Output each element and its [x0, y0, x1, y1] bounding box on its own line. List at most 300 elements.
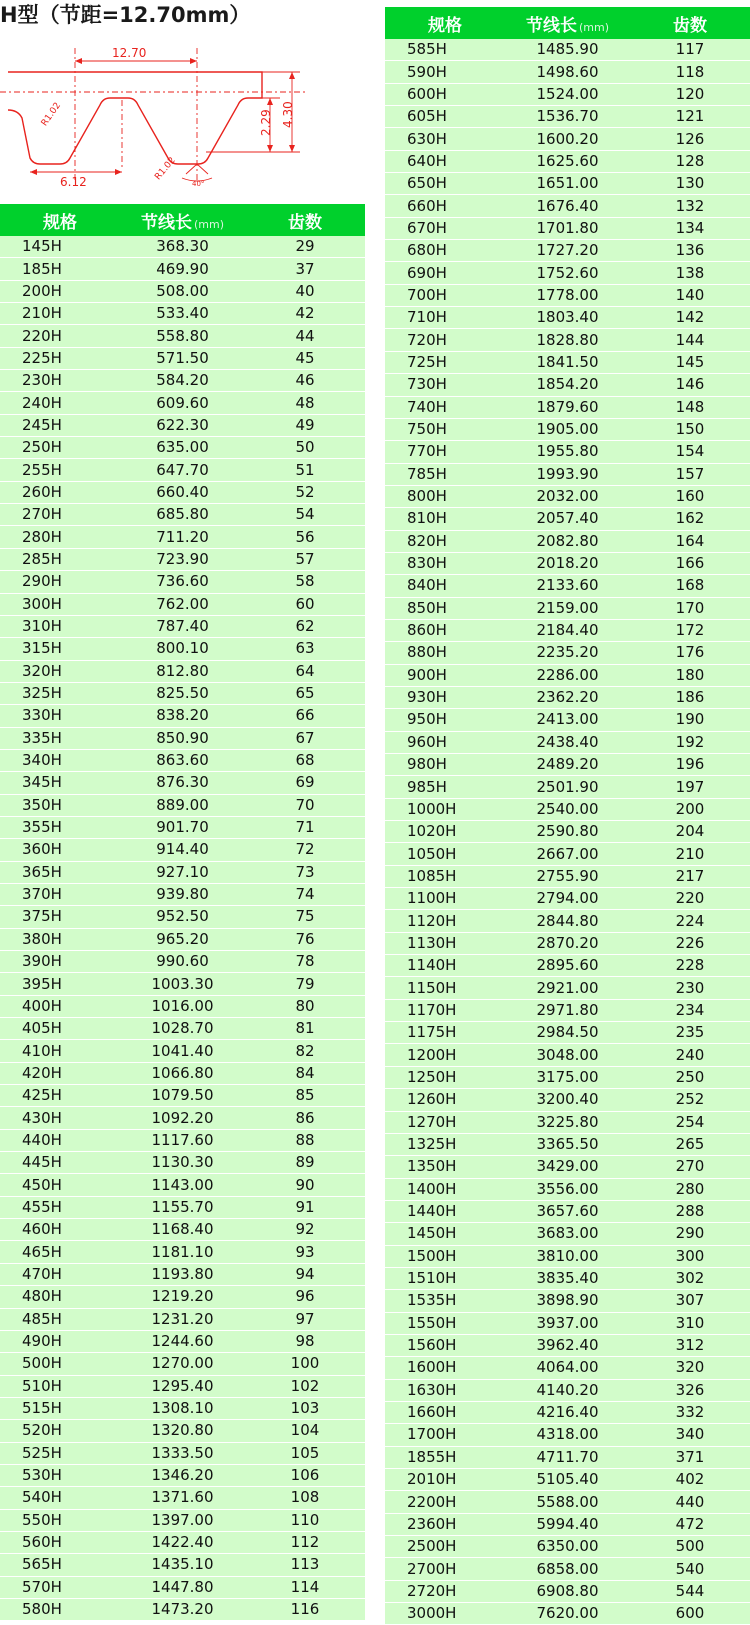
pitch-length-cell: 1219.20 [120, 1286, 245, 1308]
teeth-cell: 48 [245, 392, 365, 414]
teeth-cell: 170 [630, 597, 750, 619]
spec-cell: 1130H [385, 932, 505, 954]
table-row [0, 303, 365, 325]
pitch-length-cell: 2590.80 [505, 821, 630, 843]
teeth-cell: 130 [630, 173, 750, 195]
table-row [385, 932, 750, 954]
table-row [0, 682, 365, 704]
spec-cell: 1450H [385, 1223, 505, 1245]
spec-cell: 395H [0, 973, 120, 995]
pitch-length-cell: 571.50 [120, 347, 245, 369]
spec-cell: 285H [0, 548, 120, 570]
spec-cell: 310H [0, 615, 120, 637]
teeth-cell: 224 [630, 910, 750, 932]
spec-cell: 315H [0, 638, 120, 660]
table-row [385, 307, 750, 329]
header-teeth: 齿数 [245, 204, 365, 236]
pitch-length-cell: 1333.50 [120, 1442, 245, 1464]
teeth-cell: 68 [245, 749, 365, 771]
pitch-length-cell: 3556.00 [505, 1178, 630, 1200]
angle-label: 40° [192, 180, 205, 188]
teeth-cell: 29 [245, 236, 365, 258]
table-row [0, 258, 365, 280]
spec-cell: 1325H [385, 1133, 505, 1155]
spec-cell: 350H [0, 794, 120, 816]
teeth-cell: 172 [630, 619, 750, 641]
pitch-length-cell: 4064.00 [505, 1357, 630, 1379]
table-row [385, 1401, 750, 1423]
spec-cell: 445H [0, 1152, 120, 1174]
spec-cell: 540H [0, 1487, 120, 1509]
pitch-length-cell: 3048.00 [505, 1044, 630, 1066]
pitch-length-cell: 3962.40 [505, 1334, 630, 1356]
pitch-length-cell: 1320.80 [120, 1420, 245, 1442]
spec-cell: 1270H [385, 1111, 505, 1133]
spec-cell: 365H [0, 861, 120, 883]
spec-cell: 470H [0, 1263, 120, 1285]
spec-cell: 1700H [385, 1424, 505, 1446]
table-row [385, 374, 750, 396]
teeth-cell: 74 [245, 883, 365, 905]
teeth-cell: 307 [630, 1290, 750, 1312]
spec-cell: 880H [385, 642, 505, 664]
header-pitch-length [120, 204, 245, 236]
spec-cell: 390H [0, 951, 120, 973]
spec-cell: 485H [0, 1308, 120, 1330]
spec-cell: 400H [0, 995, 120, 1017]
spec-cell: 255H [0, 459, 120, 481]
table-row [0, 370, 365, 392]
pitch-length-cell: 952.50 [120, 906, 245, 928]
pitch-length-cell: 1879.60 [505, 396, 630, 418]
spec-cell: 355H [0, 816, 120, 838]
teeth-cell: 254 [630, 1111, 750, 1133]
spec-cell: 560H [0, 1531, 120, 1553]
pitch-length-cell: 1955.80 [505, 441, 630, 463]
teeth-cell: 46 [245, 370, 365, 392]
spec-cell: 440H [0, 1129, 120, 1151]
teeth-cell: 371 [630, 1446, 750, 1468]
pitch-length-cell: 1536.70 [505, 106, 630, 128]
spec-cell: 680H [385, 240, 505, 262]
spec-cell: 185H [0, 258, 120, 280]
spec-cell: 1855H [385, 1446, 505, 1468]
spec-cell: 460H [0, 1219, 120, 1241]
teeth-cell: 220 [630, 888, 750, 910]
pitch-length-cell: 4711.70 [505, 1446, 630, 1468]
pitch-length-cell: 1397.00 [120, 1509, 245, 1531]
table-row [385, 418, 750, 440]
table-row [0, 928, 365, 950]
teeth-cell: 164 [630, 530, 750, 552]
teeth-cell: 51 [245, 459, 365, 481]
teeth-cell: 89 [245, 1152, 365, 1174]
teeth-cell: 44 [245, 325, 365, 347]
spec-cell: 450H [0, 1174, 120, 1196]
spec-table-left [0, 204, 365, 1621]
teeth-cell: 92 [245, 1219, 365, 1241]
pitch-length-cell: 2286.00 [505, 664, 630, 686]
teeth-cell: 234 [630, 999, 750, 1021]
teeth-cell: 49 [245, 414, 365, 436]
table-row [0, 906, 365, 928]
teeth-cell: 81 [245, 1018, 365, 1040]
teeth-cell: 312 [630, 1334, 750, 1356]
table-row [0, 861, 365, 883]
table-row [0, 1085, 365, 1107]
teeth-cell: 280 [630, 1178, 750, 1200]
table-row [385, 821, 750, 843]
teeth-cell: 544 [630, 1580, 750, 1602]
table-row [0, 615, 365, 637]
pitch-length-cell: 2413.00 [505, 709, 630, 731]
pitch-length-cell: 1155.70 [120, 1196, 245, 1218]
table-row [385, 709, 750, 731]
table-row [385, 463, 750, 485]
pitch-length-cell: 1346.20 [120, 1464, 245, 1486]
spec-cell: 1535H [385, 1290, 505, 1312]
pitch-length-cell: 1028.70 [120, 1018, 245, 1040]
spec-cell: 2700H [385, 1558, 505, 1580]
spec-cell: 455H [0, 1196, 120, 1218]
pitch-length-cell: 2501.90 [505, 776, 630, 798]
table-row [385, 955, 750, 977]
teeth-cell: 197 [630, 776, 750, 798]
spec-cell: 300H [0, 593, 120, 615]
pitch-length-cell: 609.60 [120, 392, 245, 414]
spec-cell: 1085H [385, 865, 505, 887]
pitch-length-cell: 1993.90 [505, 463, 630, 485]
pitch-length-cell: 1295.40 [120, 1375, 245, 1397]
table-row [385, 888, 750, 910]
teeth-cell: 103 [245, 1397, 365, 1419]
teeth-cell: 45 [245, 347, 365, 369]
table-row [385, 1089, 750, 1111]
table-row [385, 910, 750, 932]
pitch-length-cell: 584.20 [120, 370, 245, 392]
pitch-length-cell: 723.90 [120, 548, 245, 570]
pitch-length-cell: 1041.40 [120, 1040, 245, 1062]
teeth-cell: 126 [630, 128, 750, 150]
pitch-length-cell: 685.80 [120, 504, 245, 526]
table-row [385, 1334, 750, 1356]
spec-cell: 1250H [385, 1066, 505, 1088]
teeth-cell: 144 [630, 329, 750, 351]
teeth-cell: 70 [245, 794, 365, 816]
table-row [0, 1241, 365, 1263]
pitch-length-cell: 2984.50 [505, 1022, 630, 1044]
pitch-length-cell: 508.00 [120, 280, 245, 302]
spec-cell: 730H [385, 374, 505, 396]
teeth-cell: 154 [630, 441, 750, 463]
table-row [0, 481, 365, 503]
teeth-cell: 148 [630, 396, 750, 418]
table-row [385, 1446, 750, 1468]
table-row [385, 1156, 750, 1178]
pitch-length-cell: 1422.40 [120, 1531, 245, 1553]
spec-cell: 510H [0, 1375, 120, 1397]
pitch-length-cell: 762.00 [120, 593, 245, 615]
pitch-length-cell: 1841.50 [505, 351, 630, 373]
spec-cell: 420H [0, 1062, 120, 1084]
spec-cell: 520H [0, 1420, 120, 1442]
spec-cell: 270H [0, 504, 120, 526]
pitch-length-cell: 1168.40 [120, 1219, 245, 1241]
teeth-cell: 90 [245, 1174, 365, 1196]
pitch-length-cell: 1778.00 [505, 284, 630, 306]
pitch-length-cell: 6908.80 [505, 1580, 630, 1602]
spec-cell: 720H [385, 329, 505, 351]
table-row [385, 1066, 750, 1088]
teeth-cell: 142 [630, 307, 750, 329]
teeth-cell: 80 [245, 995, 365, 1017]
table-row [0, 1330, 365, 1352]
spec-cell: 2720H [385, 1580, 505, 1602]
spec-cell: 370H [0, 883, 120, 905]
pitch-length-cell: 990.60 [120, 951, 245, 973]
table-row [0, 1174, 365, 1196]
table-row [385, 262, 750, 284]
table-row [385, 798, 750, 820]
teeth-cell: 128 [630, 150, 750, 172]
pitch-length-cell: 1727.20 [505, 240, 630, 262]
pitch-length-cell: 2438.40 [505, 731, 630, 753]
teeth-cell: 69 [245, 772, 365, 794]
pitch-length-cell: 1600.20 [505, 128, 630, 150]
spec-cell: 900H [385, 664, 505, 686]
table-row [0, 1598, 365, 1620]
spec-cell: 525H [0, 1442, 120, 1464]
pitch-length-cell: 3365.50 [505, 1133, 630, 1155]
spec-cell: 320H [0, 660, 120, 682]
spec-cell: 1200H [385, 1044, 505, 1066]
table-header-row [0, 204, 365, 236]
pitch-length-cell: 2794.00 [505, 888, 630, 910]
spec-cell: 240H [0, 392, 120, 414]
pitch-length-cell: 6858.00 [505, 1558, 630, 1580]
spec-cell: 405H [0, 1018, 120, 1040]
table-row [385, 128, 750, 150]
table-row [385, 1424, 750, 1446]
table-row [385, 731, 750, 753]
table-row [385, 552, 750, 574]
table-row [385, 1469, 750, 1491]
teeth-cell: 72 [245, 839, 365, 861]
pitch-length-cell: 3810.00 [505, 1245, 630, 1267]
spec-cell: 425H [0, 1085, 120, 1107]
table-row [0, 1353, 365, 1375]
spec-cell: 380H [0, 928, 120, 950]
table-row [385, 843, 750, 865]
tooth-width-label: 6.12 [60, 175, 87, 189]
spec-cell: 465H [0, 1241, 120, 1263]
pitch-length-cell: 927.10 [120, 861, 245, 883]
teeth-cell: 64 [245, 660, 365, 682]
radius-top-label: R1.02 [39, 100, 64, 129]
table-row [385, 1044, 750, 1066]
spec-cell: 1510H [385, 1267, 505, 1289]
pitch-length-cell: 2844.80 [505, 910, 630, 932]
spec-cell: 785H [385, 463, 505, 485]
teeth-cell: 121 [630, 106, 750, 128]
pitch-length-cell: 2235.20 [505, 642, 630, 664]
spec-cell: 770H [385, 441, 505, 463]
pitch-length-cell: 1066.80 [120, 1062, 245, 1084]
pitch-length-cell: 914.40 [120, 839, 245, 861]
spec-cell: 820H [385, 530, 505, 552]
pitch-length-cell: 2971.80 [505, 999, 630, 1021]
pitch-length-cell: 825.50 [120, 682, 245, 704]
table-row [0, 951, 365, 973]
spec-cell: 985H [385, 776, 505, 798]
teeth-cell: 290 [630, 1223, 750, 1245]
table-row [0, 1509, 365, 1531]
teeth-cell: 132 [630, 195, 750, 217]
spec-cell: 600H [385, 83, 505, 105]
table-row [0, 1531, 365, 1553]
belt-height-label: 4.30 [281, 101, 295, 128]
spec-cell: 1660H [385, 1401, 505, 1423]
spec-cell: 930H [385, 686, 505, 708]
teeth-cell: 204 [630, 821, 750, 843]
teeth-cell: 228 [630, 955, 750, 977]
table-row [385, 865, 750, 887]
table-row [385, 1603, 750, 1625]
spec-cell: 1050H [385, 843, 505, 865]
table-row [385, 1223, 750, 1245]
teeth-cell: 52 [245, 481, 365, 503]
teeth-cell: 62 [245, 615, 365, 637]
pitch-length-cell: 6350.00 [505, 1536, 630, 1558]
table-row [0, 727, 365, 749]
spec-cell: 1120H [385, 910, 505, 932]
table-row [385, 1290, 750, 1312]
teeth-cell: 166 [630, 552, 750, 574]
pitch-length-cell: 2667.00 [505, 843, 630, 865]
table-row [385, 217, 750, 239]
spec-cell: 585H [385, 39, 505, 61]
pitch-length-cell: 1181.10 [120, 1241, 245, 1263]
table-row [385, 351, 750, 373]
table-row [0, 1308, 365, 1330]
spec-cell: 3000H [385, 1603, 505, 1625]
pitch-length-cell: 3657.60 [505, 1200, 630, 1222]
table-row [0, 1152, 365, 1174]
pitch-length-cell: 1447.80 [120, 1576, 245, 1598]
spec-cell: 500H [0, 1353, 120, 1375]
spec-cell: 860H [385, 619, 505, 641]
teeth-cell: 117 [630, 39, 750, 61]
teeth-cell: 97 [245, 1308, 365, 1330]
teeth-cell: 192 [630, 731, 750, 753]
table-row [385, 1022, 750, 1044]
table-row [0, 883, 365, 905]
pitch-length-cell: 469.90 [120, 258, 245, 280]
spec-cell: 690H [385, 262, 505, 284]
table-row [0, 459, 365, 481]
table-row [385, 642, 750, 664]
pitch-length-cell: 965.20 [120, 928, 245, 950]
pitch-length-cell: 787.40 [120, 615, 245, 637]
table-row [385, 754, 750, 776]
table-row [385, 1133, 750, 1155]
spec-cell: 245H [0, 414, 120, 436]
teeth-cell: 50 [245, 437, 365, 459]
radius-bottom-label: R1.02 [153, 155, 178, 183]
pitch-length-cell: 2362.20 [505, 686, 630, 708]
spec-cell: 1560H [385, 1334, 505, 1356]
teeth-cell: 67 [245, 727, 365, 749]
table-row [0, 995, 365, 1017]
table-row [0, 749, 365, 771]
spec-cell: 1550H [385, 1312, 505, 1334]
pitch-length-cell: 2133.60 [505, 575, 630, 597]
table-row [0, 1442, 365, 1464]
pitch-length-cell: 800.10 [120, 638, 245, 660]
pitch-length-cell: 1803.40 [505, 307, 630, 329]
pitch-length-cell: 1193.80 [120, 1263, 245, 1285]
pitch-length-cell: 622.30 [120, 414, 245, 436]
table-row [385, 39, 750, 61]
teeth-cell: 73 [245, 861, 365, 883]
spec-cell: 640H [385, 150, 505, 172]
table-row [385, 1379, 750, 1401]
spec-cell: 1170H [385, 999, 505, 1021]
pitch-length-cell: 1498.60 [505, 61, 630, 83]
pitch-length-cell: 1244.60 [120, 1330, 245, 1352]
teeth-cell: 76 [245, 928, 365, 950]
spec-cell: 530H [0, 1464, 120, 1486]
pitch-length-cell: 4140.20 [505, 1379, 630, 1401]
pitch-length-cell: 1701.80 [505, 217, 630, 239]
pitch-length-cell: 2032.00 [505, 485, 630, 507]
teeth-cell: 54 [245, 504, 365, 526]
teeth-cell: 302 [630, 1267, 750, 1289]
table-row [385, 1245, 750, 1267]
pitch-length-cell: 2540.00 [505, 798, 630, 820]
pitch-length-cell: 3937.00 [505, 1312, 630, 1334]
spec-cell: 200H [0, 280, 120, 302]
teeth-cell: 75 [245, 906, 365, 928]
header-unit: (mm) [578, 20, 609, 34]
teeth-cell: 176 [630, 642, 750, 664]
teeth-cell: 162 [630, 508, 750, 530]
spec-cell: 230H [0, 370, 120, 392]
pitch-length-cell: 889.00 [120, 794, 245, 816]
pitch-length-cell: 660.40 [120, 481, 245, 503]
teeth-cell: 98 [245, 1330, 365, 1352]
spec-cell: 1140H [385, 955, 505, 977]
table-row [385, 1536, 750, 1558]
pitch-length-cell: 1308.10 [120, 1397, 245, 1419]
spec-cell: 750H [385, 418, 505, 440]
teeth-cell: 96 [245, 1286, 365, 1308]
table-row [385, 575, 750, 597]
table-row [0, 325, 365, 347]
teeth-cell: 196 [630, 754, 750, 776]
teeth-cell: 440 [630, 1491, 750, 1513]
spec-cell: 850H [385, 597, 505, 619]
table-row [0, 1062, 365, 1084]
table-row [0, 548, 365, 570]
teeth-cell: 186 [630, 686, 750, 708]
spec-cell: 345H [0, 772, 120, 794]
table-row [0, 1219, 365, 1241]
teeth-cell: 500 [630, 1536, 750, 1558]
table-row [0, 1129, 365, 1151]
table-row [385, 284, 750, 306]
spec-cell: 2360H [385, 1513, 505, 1535]
